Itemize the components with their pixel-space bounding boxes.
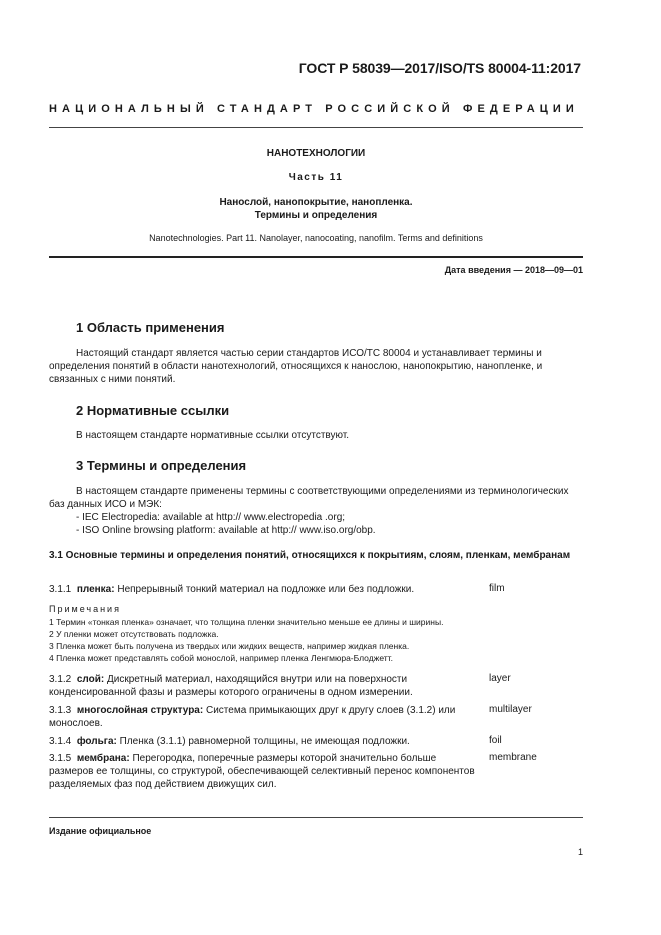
- note-item: 3 Пленка может быть получена из твердых или жидких веществ, например жидкая пленка.: [49, 641, 410, 651]
- thick-divider: [49, 256, 583, 258]
- term-name: мембрана:: [76, 753, 130, 764]
- term-english: membrane: [489, 752, 537, 763]
- term-name: слой:: [76, 674, 105, 685]
- term-entry: [49, 673, 479, 699]
- subtitle: [49, 196, 583, 222]
- subtitle-line1: Нанослой, нанопокрытие, нанопленка.: [219, 197, 413, 208]
- divider: [49, 127, 583, 128]
- term-entry: [49, 735, 479, 748]
- term-number: 3.1.1: [49, 584, 72, 595]
- subsection-3-1-heading: 3.1 Основные термины и определения понятий, относящихся к покрытиям, слоям, пленкам, мембранам: [49, 550, 571, 561]
- introduction-date: Дата введения — 2018—09—01: [444, 265, 583, 275]
- term-english: foil: [489, 735, 502, 746]
- section-2-text: В настоящем стандарте нормативные ссылки отсутствуют.: [76, 430, 350, 441]
- term-definition: Непрерывный тонкий материал на подложке или без подложки.: [117, 584, 415, 595]
- term-number: 3.1.5: [49, 753, 72, 764]
- note-item: 4 Пленка может представлять собой монослой, например пленка Ленгмюра-Блоджетт.: [49, 653, 393, 663]
- term-name: многослойная структура:: [76, 705, 204, 716]
- edition-label: Издание официальное: [49, 826, 152, 836]
- document-title: НАНОТЕХНОЛОГИИ: [266, 148, 366, 159]
- term-entry: [49, 752, 479, 791]
- term-definition: Перегородка, поперечные размеры которой значительно больше размеров ее толщины, со структурой, обеспечивающей селективный перенос компонентов разделяемых фаз под действием движущих сил.: [49, 753, 475, 790]
- footer-divider: [49, 817, 583, 818]
- term-number: 3.1.3: [49, 705, 72, 716]
- notes-heading: Примечания: [49, 604, 121, 614]
- document-code: ГОСТ Р 58039—2017/ISO/TS 80004-11:2017: [298, 60, 581, 76]
- reference-link-iso-obp: - ISO Online browsing platform: available at http:// www.iso.org/obp.: [76, 525, 376, 536]
- note-item: 1 Термин «тонкая пленка» означает, что толщина пленки значительно меньше ее длины и ширины.: [49, 617, 444, 627]
- section-3-heading: 3 Термины и определения: [76, 458, 247, 473]
- term-english: multilayer: [489, 704, 532, 715]
- term-entry: [49, 583, 479, 596]
- term-english: film: [489, 583, 505, 594]
- term-english: layer: [489, 673, 511, 684]
- section-1-text: Настоящий стандарт является частью серии стандартов ИСО/ТС 80004 и устанавливает термины и определения понятий в области нанотехнологий, относящихся к нанослою, нанопокрытию, нанопленке, и связанных с ними понятий.: [49, 348, 543, 385]
- term-number: 3.1.2: [49, 674, 72, 685]
- section-1-heading: 1 Область применения: [76, 320, 225, 335]
- term-name: пленка:: [76, 584, 115, 595]
- subtitle-line2: Термины и определения: [254, 210, 378, 221]
- term-number: 3.1.4: [49, 736, 72, 747]
- english-title: Nanotechnologies. Part 11. Nanolayer, nanocoating, nanofilm. Terms and definitions: [149, 233, 483, 243]
- page-number: 1: [578, 847, 584, 857]
- part-label: Часть 11: [288, 172, 344, 183]
- term-definition: Дискретный материал, находящийся внутри или на поверхности конденсированной фазы и размеры которого ограничены в одном измерении.: [49, 674, 413, 698]
- reference-link-electropedia: - IEC Electropedia: available at http:// www.electropedia .org;: [76, 512, 346, 523]
- note-item: 2 У пленки может отсутствовать подложка.: [49, 629, 219, 639]
- national-standard-heading: НАЦИОНАЛЬНЫЙ СТАНДАРТ РОССИЙСКОЙ ФЕДЕРАЦИИ: [49, 103, 579, 115]
- term-definition: Пленка (3.1.1) равномерной толщины, не имеющая подложки.: [119, 736, 410, 747]
- term-definition: Система примыкающих друг к другу слоев (3.1.2) или монослоев.: [49, 705, 456, 729]
- section-3-text: В настоящем стандарте применены термины с соответствующими определениями из терминологических баз данных ИСО и МЭК:: [49, 486, 569, 510]
- section-2-heading: 2 Нормативные ссылки: [76, 403, 230, 418]
- term-entry: [49, 704, 479, 730]
- term-name: фольга:: [76, 736, 117, 747]
